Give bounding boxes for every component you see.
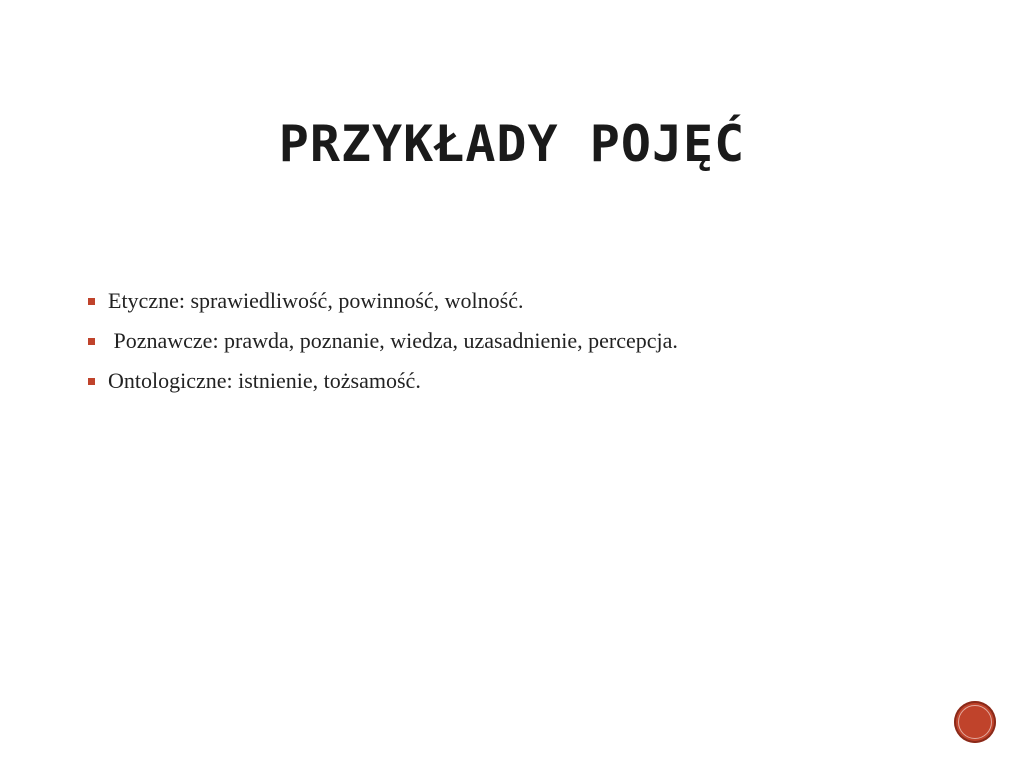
- slide-title: PRZYKŁADY POJĘĆ: [278, 115, 746, 173]
- slide-content: [88, 286, 848, 406]
- square-bullet-icon: [88, 338, 95, 345]
- square-bullet-icon: [88, 298, 95, 305]
- list-item: [88, 326, 848, 356]
- slide-nav-circle-icon[interactable]: [954, 701, 996, 743]
- bullet-list: [88, 286, 848, 396]
- nav-circle-ring: [958, 705, 992, 739]
- list-item: [88, 366, 848, 396]
- bullet-text: Poznawcze: prawda, poznanie, wiedza, uzasadnienie, percepcja.: [108, 328, 678, 353]
- square-bullet-icon: [88, 378, 95, 385]
- bullet-text: Etyczne: sprawiedliwość, powinność, wolność.: [108, 288, 524, 313]
- bullet-text: Ontologiczne: istnienie, tożsamość.: [108, 368, 421, 393]
- list-item: [88, 286, 848, 316]
